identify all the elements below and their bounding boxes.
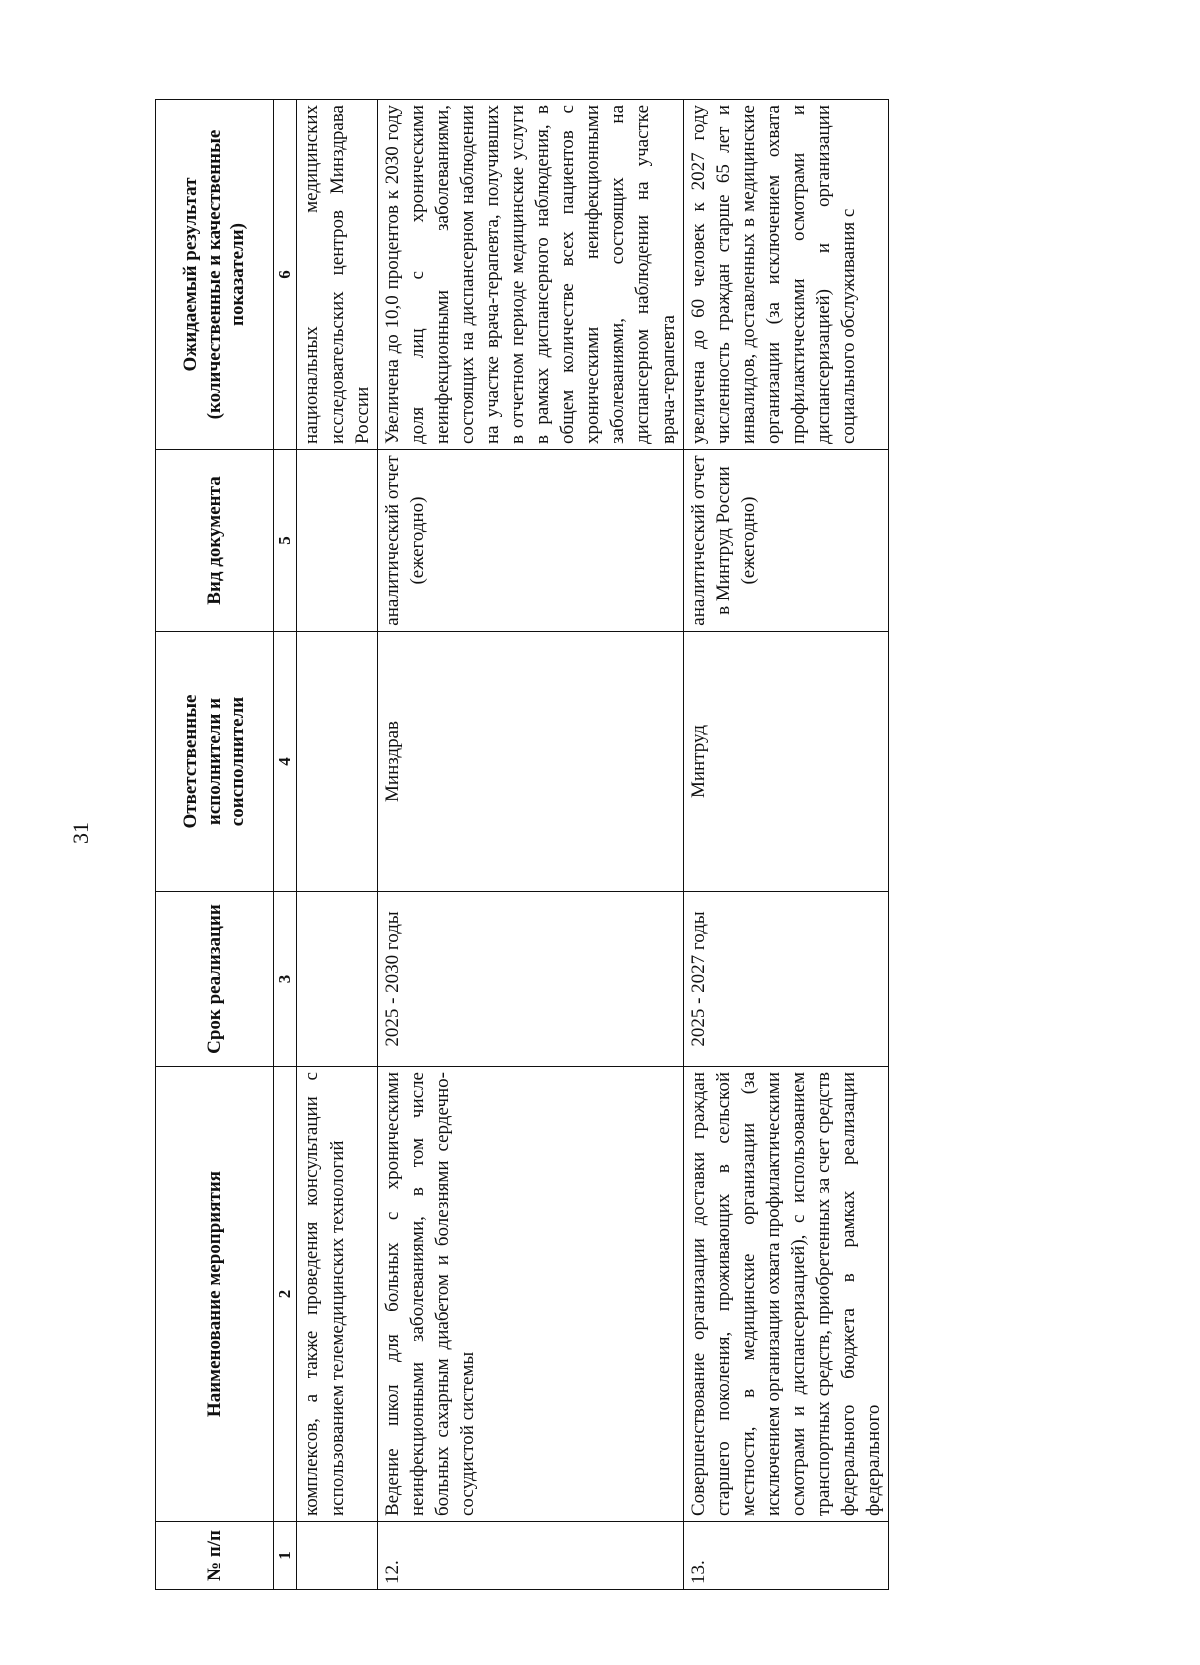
row-responsible bbox=[297, 632, 377, 892]
table-row bbox=[377, 100, 683, 1590]
row-term bbox=[297, 892, 377, 1067]
table-row bbox=[297, 100, 377, 1590]
column-number: 5 bbox=[274, 450, 297, 632]
column-number: 6 bbox=[274, 100, 297, 450]
header-term: Срок реализации bbox=[156, 892, 274, 1067]
row-term: 2025 - 2027 годы bbox=[683, 892, 889, 1067]
column-number: 1 bbox=[274, 1522, 297, 1590]
row-num: 12. bbox=[377, 1522, 683, 1590]
column-number: 3 bbox=[274, 892, 297, 1067]
header-responsible: Ответственные исполнители и соисполнители bbox=[156, 632, 274, 892]
row-document: аналитический отчет в Минтруд России (ежегодно) bbox=[683, 450, 889, 632]
header-row bbox=[156, 100, 274, 1590]
row-name: комплексов, а также проведения консультации с использованием телемедицинских технологий bbox=[297, 1067, 377, 1522]
header-document: Вид документа bbox=[156, 450, 274, 632]
row-num: 13. bbox=[683, 1522, 889, 1590]
activities-table bbox=[155, 99, 889, 1590]
header-num: № п/п bbox=[156, 1522, 274, 1590]
header-result: Ожидаемый результат (количественные и качественные показатели) bbox=[156, 100, 274, 450]
row-responsible: Минздрав bbox=[377, 632, 683, 892]
column-number: 2 bbox=[274, 1067, 297, 1522]
row-name: Ведение школ для больных с хроническими неинфекционными заболеваниями, в том числе больных сахарным диабетом и болезнями сердечно-сосудистой системы bbox=[377, 1067, 683, 1522]
row-result: увеличена до 60 человек к 2027 году численность граждан старше 65 лет и инвалидов, доставленных в медицинские организации (за исключением охвата профилактическими осмотрами и диспансеризацией) и организации социального обслуживания с bbox=[683, 100, 889, 450]
row-term: 2025 - 2030 годы bbox=[377, 892, 683, 1067]
row-responsible: Минтруд bbox=[683, 632, 889, 892]
page-number: 31 bbox=[68, 822, 93, 844]
table-row bbox=[683, 100, 889, 1590]
column-number: 4 bbox=[274, 632, 297, 892]
row-result: Увеличена до 10,0 процентов к 2030 году доля лиц с хроническими неинфекционными заболеваниями, состоящих на диспансерном наблюдении на участке врача-терапевта, получивших в отчетном периоде медицинские услуги в рамках диспансерного наблюдения, в общем количестве всех пациентов с хроническими неинфекционными заболеваниями, состоящих на диспансерном наблюдении на участке врача-терапевта bbox=[377, 100, 683, 450]
row-document: аналитический отчет (ежегодно) bbox=[377, 450, 683, 632]
column-number-row bbox=[274, 100, 297, 1590]
row-num bbox=[297, 1522, 377, 1590]
row-document bbox=[297, 450, 377, 632]
row-result: национальных медицинских исследовательских центров Минздрава России bbox=[297, 100, 377, 450]
rotated-table-container bbox=[155, 100, 885, 1590]
header-name: Наименование мероприятия bbox=[156, 1067, 274, 1522]
row-name: Совершенствование организации доставки граждан старшего поколения, проживающих в сельской местности, в медицинские организации (за исключением организации охвата профилактическими осмотрами и диспансеризацией), с использованием транспортных средств, приобретенных за счет средств федерального бюджета в рамках реализации федерального bbox=[683, 1067, 889, 1522]
